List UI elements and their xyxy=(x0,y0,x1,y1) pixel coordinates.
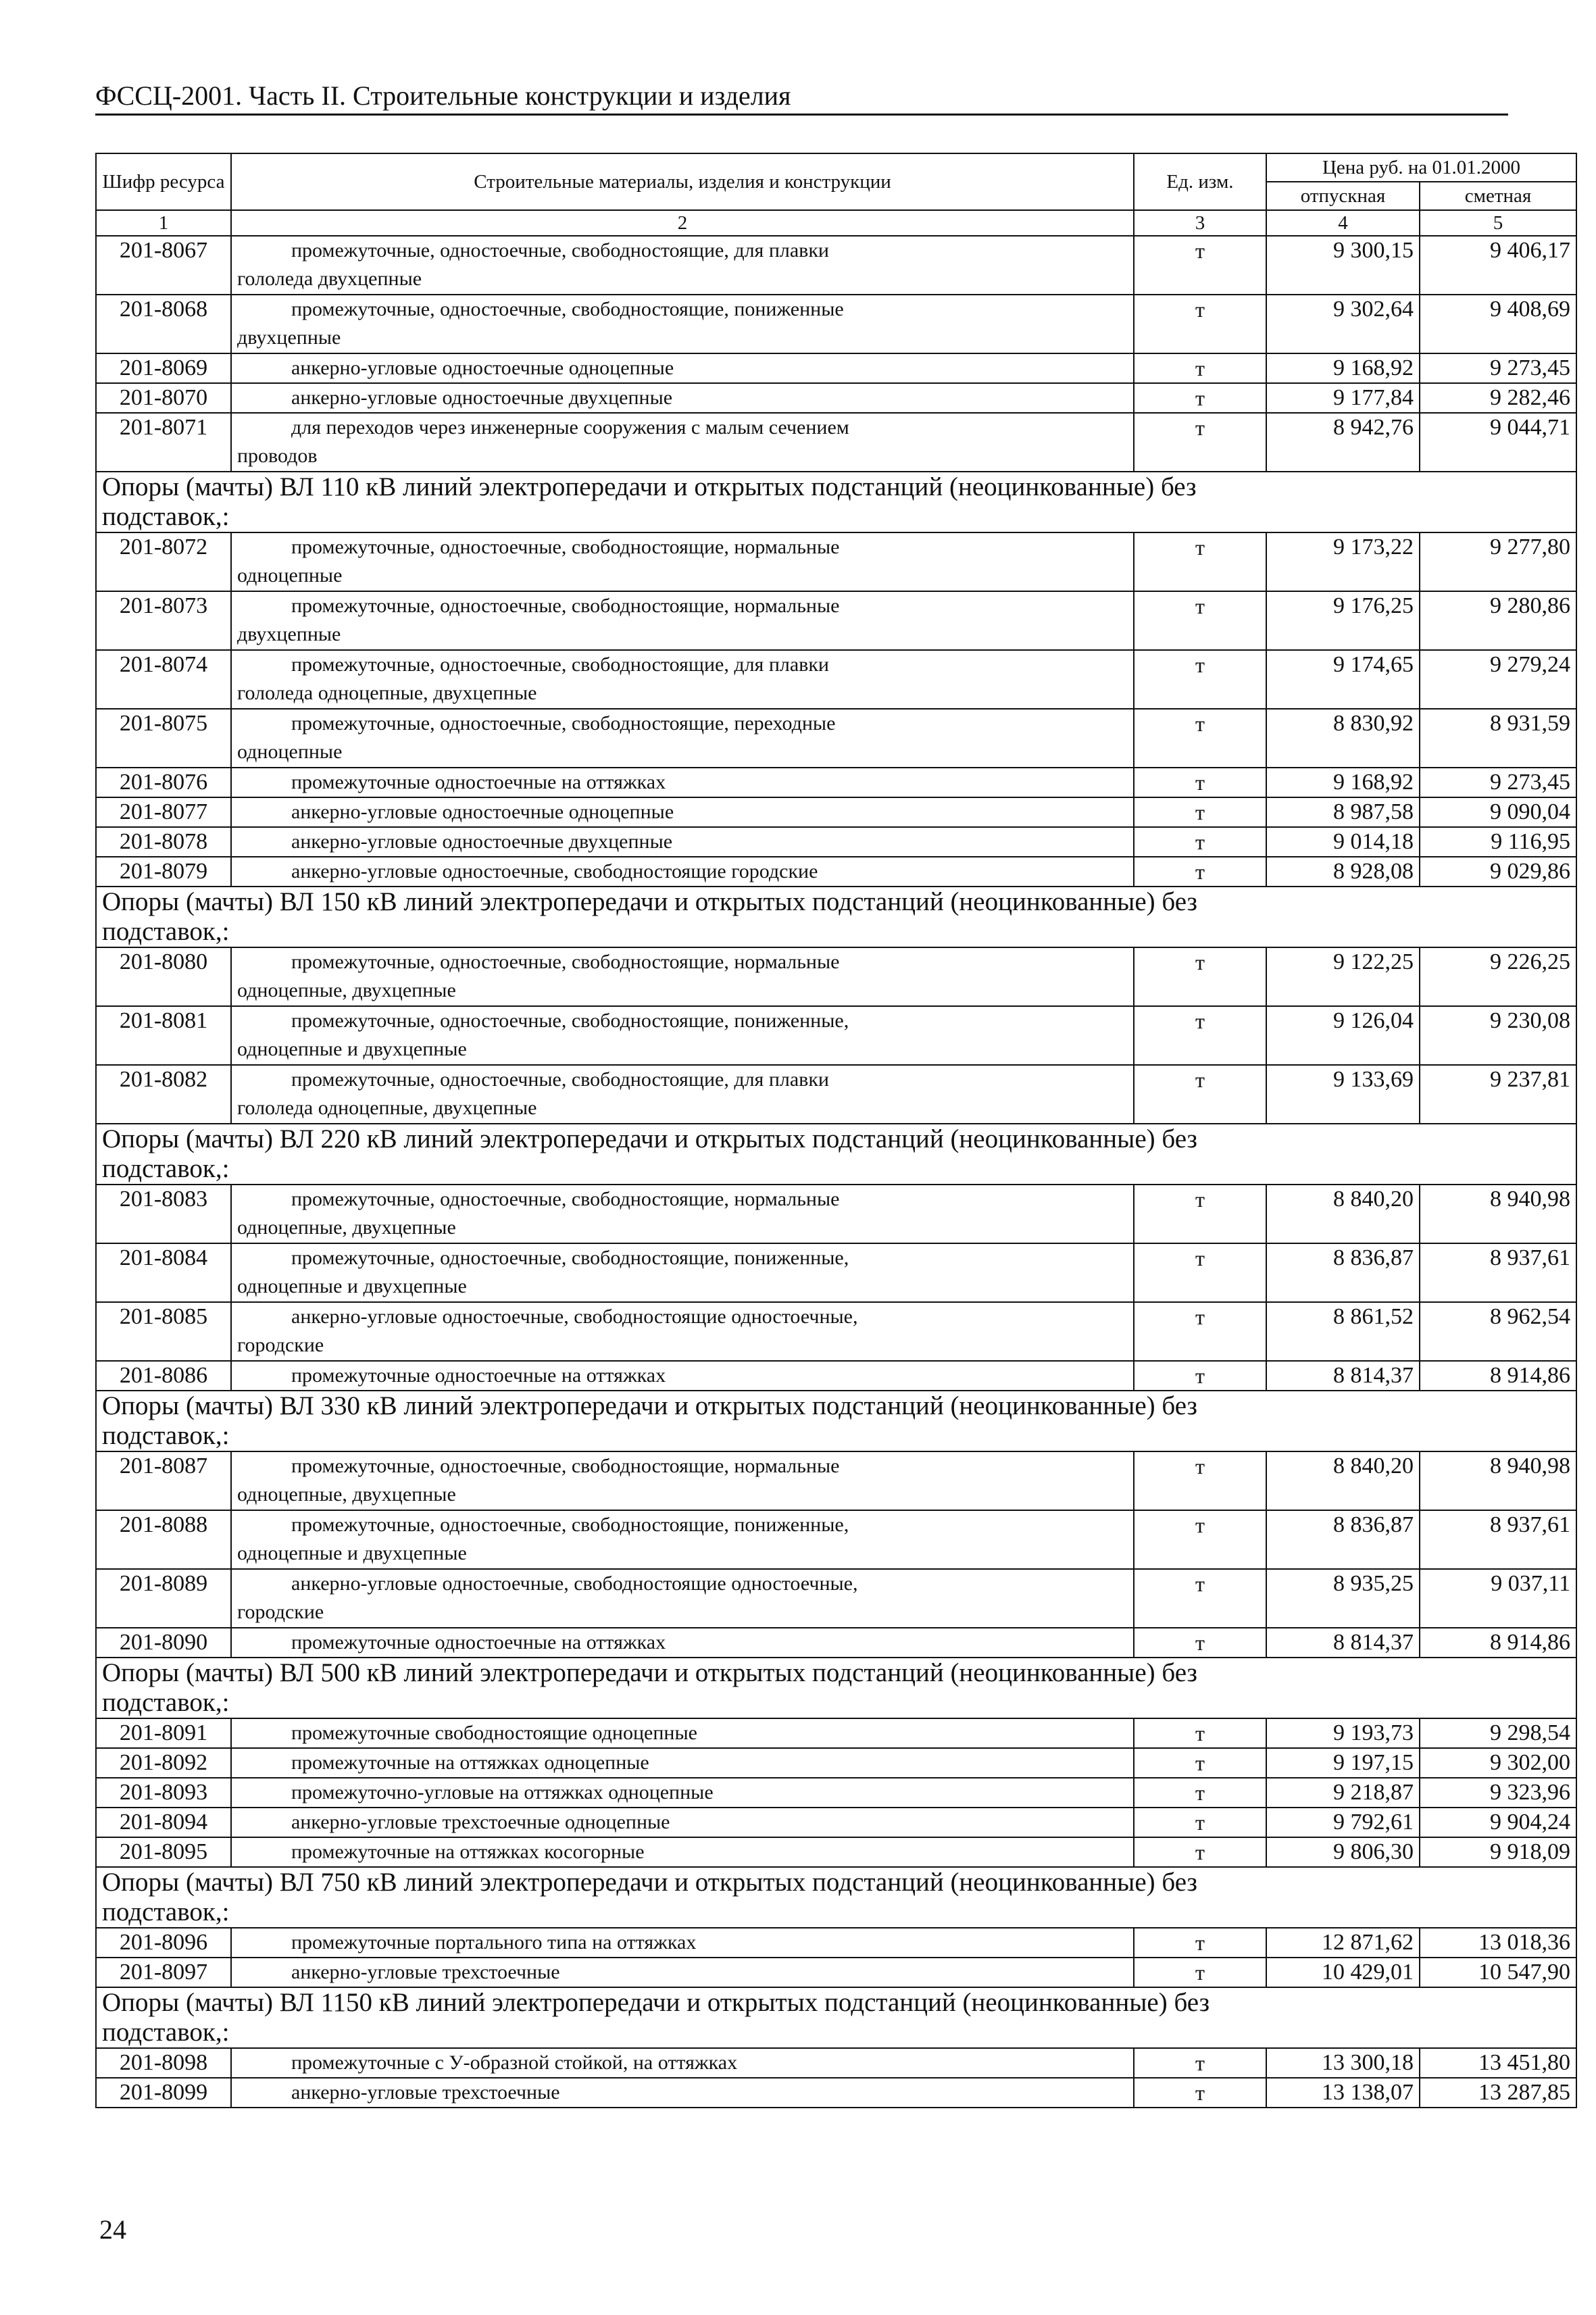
estimate-price-cell: 8 931,59 xyxy=(1420,709,1576,768)
release-price-cell: 9 193,73 xyxy=(1266,1718,1420,1748)
material-name-line1: промежуточные, одностоечные, свободностоящие, пониженные, xyxy=(291,1010,849,1032)
unit-cell: т xyxy=(1134,2048,1266,2078)
resource-code-cell: 201-8096 xyxy=(96,1928,231,1958)
estimate-price-cell: 8 914,86 xyxy=(1420,1628,1576,1658)
release-price-cell: 8 814,37 xyxy=(1266,1628,1420,1658)
estimate-price-cell: 9 037,11 xyxy=(1420,1569,1576,1628)
header-price-group: Цена руб. на 01.01.2000 xyxy=(1266,153,1576,182)
estimate-price-cell: 8 937,61 xyxy=(1420,1243,1576,1302)
header-rule xyxy=(95,114,1508,116)
section-heading-line1: Опоры (мачты) ВЛ 500 кВ линий электропередачи и открытых подстанций (неоцинкованные) без xyxy=(102,1658,1197,1687)
release-price-cell: 9 300,15 xyxy=(1266,236,1420,295)
material-name-line1: промежуточные, одностоечные, свободностоящие, переходные xyxy=(291,712,836,735)
release-price-cell: 9 197,15 xyxy=(1266,1748,1420,1778)
table-row xyxy=(96,1065,1576,1124)
material-name-line1: промежуточные одностоечные на оттяжках xyxy=(291,1631,666,1653)
material-name-cell xyxy=(231,1361,1134,1391)
section-heading-line1: Опоры (мачты) ВЛ 110 кВ линий электропередачи и открытых подстанций (неоцинкованные) без xyxy=(102,472,1197,501)
table-row xyxy=(96,1302,1576,1361)
release-price-cell: 8 836,87 xyxy=(1266,1510,1420,1569)
table-row xyxy=(96,413,1576,472)
material-name-line1: промежуточные, одностоечные, свободностоящие, нормальные xyxy=(291,1455,840,1477)
material-name-line1: промежуточные, одностоечные, свободностоящие, нормальные xyxy=(291,1188,840,1210)
material-name-line1: промежуточные, одностоечные, свободностоящие, для плавки xyxy=(291,653,829,676)
table-row xyxy=(96,1361,1576,1391)
unit-cell: т xyxy=(1134,1510,1266,1569)
release-price-cell: 13 300,18 xyxy=(1266,2048,1420,2078)
material-name-line2: двухцепные xyxy=(237,326,341,349)
header-code: Шифр ресурса xyxy=(96,153,231,210)
estimate-price-cell: 9 273,45 xyxy=(1420,768,1576,797)
material-name-line1: анкерно-угловые одностоечные, свободностоящие городские xyxy=(291,860,818,882)
table-row xyxy=(96,1928,1576,1958)
estimate-price-cell: 8 940,98 xyxy=(1420,1185,1576,1243)
material-name-cell xyxy=(231,1837,1134,1867)
material-name-line2: одноцепные, двухцепные xyxy=(237,1216,456,1239)
section-heading xyxy=(96,1867,1576,1928)
unit-cell: т xyxy=(1134,1185,1266,1243)
unit-cell: т xyxy=(1134,1569,1266,1628)
material-name-cell xyxy=(231,1808,1134,1837)
resource-code-cell: 201-8079 xyxy=(96,857,231,887)
release-price-cell: 12 871,62 xyxy=(1266,1928,1420,1958)
table-row xyxy=(96,1243,1576,1302)
material-name-cell xyxy=(231,947,1134,1006)
material-name-line1: промежуточные, одностоечные, свободностоящие, нормальные xyxy=(291,536,840,558)
table-row xyxy=(96,709,1576,768)
table-row xyxy=(96,768,1576,797)
table-row xyxy=(96,1569,1576,1628)
material-name-cell xyxy=(231,1778,1134,1808)
material-name-line1: анкерно-угловые одностоечные одноцепные xyxy=(291,801,674,823)
table-row xyxy=(96,236,1576,295)
resource-code-cell: 201-8077 xyxy=(96,797,231,827)
unit-cell: т xyxy=(1134,295,1266,353)
table-row xyxy=(96,1958,1576,1987)
resource-code-cell: 201-8099 xyxy=(96,2078,231,2108)
material-name-cell xyxy=(231,295,1134,353)
section-row xyxy=(96,887,1576,947)
table-row xyxy=(96,1718,1576,1748)
estimate-price-cell: 9 408,69 xyxy=(1420,295,1576,353)
material-name-cell xyxy=(231,1928,1134,1958)
estimate-price-cell: 9 282,46 xyxy=(1420,383,1576,413)
header-unit: Ед. изм. xyxy=(1134,153,1266,210)
release-price-cell: 8 830,92 xyxy=(1266,709,1420,768)
material-name-line1: промежуточные, одностоечные, свободностоящие, для плавки xyxy=(291,239,829,262)
unit-cell: т xyxy=(1134,1243,1266,1302)
resource-code-cell: 201-8083 xyxy=(96,1185,231,1243)
section-heading-line1: Опоры (мачты) ВЛ 750 кВ линий электропередачи и открытых подстанций (неоцинкованные) без xyxy=(102,1868,1197,1897)
resource-code-cell: 201-8090 xyxy=(96,1628,231,1658)
material-name-line1: промежуточные с У-образной стойкой, на оттяжках xyxy=(291,2051,738,2074)
material-name-cell xyxy=(231,591,1134,650)
table-row xyxy=(96,1808,1576,1837)
estimate-price-cell: 8 914,86 xyxy=(1420,1361,1576,1391)
resource-code-cell: 201-8081 xyxy=(96,1006,231,1065)
unit-cell: т xyxy=(1134,236,1266,295)
table-row xyxy=(96,857,1576,887)
unit-cell: т xyxy=(1134,709,1266,768)
table-row xyxy=(96,532,1576,591)
estimate-price-cell: 9 237,81 xyxy=(1420,1065,1576,1124)
material-name-line2: двухцепные xyxy=(237,623,341,645)
estimate-price-cell: 9 298,54 xyxy=(1420,1718,1576,1748)
table-row xyxy=(96,1510,1576,1569)
resource-code-cell: 201-8088 xyxy=(96,1510,231,1569)
estimate-price-cell: 10 547,90 xyxy=(1420,1958,1576,1987)
material-name-cell xyxy=(231,1302,1134,1361)
release-price-cell: 8 840,20 xyxy=(1266,1185,1420,1243)
table-row xyxy=(96,1778,1576,1808)
unit-cell: т xyxy=(1134,1065,1266,1124)
estimate-price-cell: 9 279,24 xyxy=(1420,650,1576,709)
estimate-price-cell: 9 044,71 xyxy=(1420,413,1576,472)
table-row xyxy=(96,797,1576,827)
release-price-cell: 9 302,64 xyxy=(1266,295,1420,353)
column-number-5: 5 xyxy=(1420,210,1576,236)
section-heading xyxy=(96,472,1576,532)
material-name-line2: одноцепные и двухцепные xyxy=(237,1542,467,1564)
estimate-price-cell: 9 904,24 xyxy=(1420,1808,1576,1837)
section-row xyxy=(96,472,1576,532)
resource-code-cell: 201-8095 xyxy=(96,1837,231,1867)
resource-code-cell: 201-8097 xyxy=(96,1958,231,1987)
material-name-line1: анкерно-угловые трехстоечные xyxy=(291,2081,560,2104)
section-heading-line2: подставок,: xyxy=(102,1688,230,1717)
release-price-cell: 13 138,07 xyxy=(1266,2078,1420,2108)
estimate-price-cell: 9 302,00 xyxy=(1420,1748,1576,1778)
material-name-line1: промежуточные, одностоечные, свободностоящие, пониженные, xyxy=(291,1247,849,1269)
section-heading-line1: Опоры (мачты) ВЛ 1150 кВ линий электропередачи и открытых подстанций (неоцинкованные) без xyxy=(102,1988,1210,2017)
release-price-cell: 8 935,25 xyxy=(1266,1569,1420,1628)
unit-cell: т xyxy=(1134,1748,1266,1778)
resource-code-cell: 201-8070 xyxy=(96,383,231,413)
release-price-cell: 9 133,69 xyxy=(1266,1065,1420,1124)
page-number: 24 xyxy=(99,2214,126,2245)
resource-code-cell: 201-8093 xyxy=(96,1778,231,1808)
unit-cell: т xyxy=(1134,2078,1266,2108)
material-name-cell xyxy=(231,1569,1134,1628)
material-name-line2: городские xyxy=(237,1601,324,1623)
section-row xyxy=(96,1124,1576,1185)
section-heading-line1: Опоры (мачты) ВЛ 330 кВ линий электропередачи и открытых подстанций (неоцинкованные) без xyxy=(102,1391,1197,1420)
material-name-cell xyxy=(231,532,1134,591)
unit-cell: т xyxy=(1134,1958,1266,1987)
material-name-cell xyxy=(231,1451,1134,1510)
release-price-cell: 9 792,61 xyxy=(1266,1808,1420,1837)
resource-code-cell: 201-8092 xyxy=(96,1748,231,1778)
material-name-line1: анкерно-угловые одностоечные двухцепные xyxy=(291,830,673,853)
unit-cell: т xyxy=(1134,1006,1266,1065)
material-name-line2: проводов xyxy=(237,445,318,467)
material-name-cell xyxy=(231,1628,1134,1658)
material-name-cell xyxy=(231,1510,1134,1569)
unit-cell: т xyxy=(1134,1302,1266,1361)
material-name-line1: промежуточные свободностоящие одноцепные xyxy=(291,1722,697,1744)
section-heading-line2: подставок,: xyxy=(102,1154,230,1183)
unit-cell: т xyxy=(1134,857,1266,887)
material-name-cell xyxy=(231,1006,1134,1065)
column-number-3: 3 xyxy=(1134,210,1266,236)
estimate-price-cell: 9 406,17 xyxy=(1420,236,1576,295)
unit-cell: т xyxy=(1134,1778,1266,1808)
unit-cell: т xyxy=(1134,591,1266,650)
resource-code-cell: 201-8086 xyxy=(96,1361,231,1391)
release-price-cell: 8 814,37 xyxy=(1266,1361,1420,1391)
material-name-line2: гололеда двухцепные xyxy=(237,268,422,290)
table-row xyxy=(96,383,1576,413)
release-price-cell: 8 861,52 xyxy=(1266,1302,1420,1361)
release-price-cell: 9 176,25 xyxy=(1266,591,1420,650)
material-name-line1: промежуточные, одностоечные, свободностоящие, пониженные xyxy=(291,298,844,320)
resource-code-cell: 201-8078 xyxy=(96,827,231,857)
release-price-cell: 9 174,65 xyxy=(1266,650,1420,709)
estimate-price-cell: 13 018,36 xyxy=(1420,1928,1576,1958)
material-name-cell xyxy=(231,2048,1134,2078)
release-price-cell: 9 126,04 xyxy=(1266,1006,1420,1065)
estimate-price-cell: 9 090,04 xyxy=(1420,797,1576,827)
resource-code-cell: 201-8087 xyxy=(96,1451,231,1510)
material-name-line2: одноцепные, двухцепные xyxy=(237,1483,456,1505)
estimate-price-cell: 13 451,80 xyxy=(1420,2048,1576,2078)
release-price-cell: 9 173,22 xyxy=(1266,532,1420,591)
section-heading-line2: подставок,: xyxy=(102,1897,230,1926)
release-price-cell: 9 168,92 xyxy=(1266,353,1420,383)
material-name-cell xyxy=(231,827,1134,857)
release-price-cell: 8 836,87 xyxy=(1266,1243,1420,1302)
estimate-price-cell: 9 029,86 xyxy=(1420,857,1576,887)
unit-cell: т xyxy=(1134,413,1266,472)
section-heading xyxy=(96,1987,1576,2048)
table-row xyxy=(96,1628,1576,1658)
resource-code-cell: 201-8075 xyxy=(96,709,231,768)
material-name-cell xyxy=(231,1185,1134,1243)
resource-code-cell: 201-8076 xyxy=(96,768,231,797)
material-name-cell xyxy=(231,1718,1134,1748)
section-row xyxy=(96,1391,1576,1451)
header-name: Строительные материалы, изделия и конструкции xyxy=(231,153,1134,210)
resource-code-cell: 201-8068 xyxy=(96,295,231,353)
unit-cell: т xyxy=(1134,1837,1266,1867)
material-name-cell xyxy=(231,1958,1134,1987)
estimate-price-cell: 9 918,09 xyxy=(1420,1837,1576,1867)
material-name-cell xyxy=(231,1243,1134,1302)
resource-code-cell: 201-8085 xyxy=(96,1302,231,1361)
material-name-line1: промежуточные одностоечные на оттяжках xyxy=(291,771,666,793)
material-name-line2: одноцепные xyxy=(237,564,343,587)
material-name-cell xyxy=(231,236,1134,295)
estimate-price-cell: 9 277,80 xyxy=(1420,532,1576,591)
material-name-line1: промежуточные портального типа на оттяжках xyxy=(291,1931,697,1953)
table-row xyxy=(96,591,1576,650)
price-table xyxy=(95,153,1577,2108)
material-name-line1: анкерно-угловые трехстоечные одноцепные xyxy=(291,1811,670,1833)
resource-code-cell: 201-8074 xyxy=(96,650,231,709)
resource-code-cell: 201-8098 xyxy=(96,2048,231,2078)
resource-code-cell: 201-8072 xyxy=(96,532,231,591)
unit-cell: т xyxy=(1134,353,1266,383)
material-name-cell xyxy=(231,768,1134,797)
unit-cell: т xyxy=(1134,768,1266,797)
unit-cell: т xyxy=(1134,827,1266,857)
section-row xyxy=(96,1987,1576,2048)
material-name-line1: для переходов через инженерные сооружения с малым сечением xyxy=(291,416,849,439)
section-row xyxy=(96,1658,1576,1718)
section-heading-line2: подставок,: xyxy=(102,2018,230,2047)
section-heading xyxy=(96,1124,1576,1185)
estimate-price-cell: 9 230,08 xyxy=(1420,1006,1576,1065)
section-row xyxy=(96,1867,1576,1928)
table-row xyxy=(96,1748,1576,1778)
unit-cell: т xyxy=(1134,1451,1266,1510)
column-number-1: 1 xyxy=(96,210,231,236)
table-row xyxy=(96,1451,1576,1510)
material-name-line1: промежуточные на оттяжках одноцепные xyxy=(291,1751,649,1774)
table-row xyxy=(96,353,1576,383)
material-name-cell xyxy=(231,1748,1134,1778)
unit-cell: т xyxy=(1134,1928,1266,1958)
material-name-line1: промежуточные, одностоечные, свободностоящие, пониженные, xyxy=(291,1514,849,1536)
unit-cell: т xyxy=(1134,532,1266,591)
resource-code-cell: 201-8071 xyxy=(96,413,231,472)
material-name-cell xyxy=(231,353,1134,383)
material-name-cell xyxy=(231,709,1134,768)
material-name-cell xyxy=(231,797,1134,827)
resource-code-cell: 201-8082 xyxy=(96,1065,231,1124)
table-row xyxy=(96,2078,1576,2108)
release-price-cell: 10 429,01 xyxy=(1266,1958,1420,1987)
unit-cell: т xyxy=(1134,1718,1266,1748)
unit-cell: т xyxy=(1134,1361,1266,1391)
material-name-cell xyxy=(231,650,1134,709)
estimate-price-cell: 9 116,95 xyxy=(1420,827,1576,857)
resource-code-cell: 201-8089 xyxy=(96,1569,231,1628)
material-name-line2: гололеда одноцепные, двухцепные xyxy=(237,682,537,704)
material-name-line1: промежуточные, одностоечные, свободностоящие, нормальные xyxy=(291,951,840,973)
table-row xyxy=(96,947,1576,1006)
section-heading xyxy=(96,1391,1576,1451)
resource-code-cell: 201-8094 xyxy=(96,1808,231,1837)
resource-code-cell: 201-8073 xyxy=(96,591,231,650)
material-name-line1: анкерно-угловые одностоечные, свободностоящие одностоечные, xyxy=(291,1305,858,1328)
material-name-cell xyxy=(231,857,1134,887)
release-price-cell: 8 928,08 xyxy=(1266,857,1420,887)
material-name-line2: одноцепные, двухцепные xyxy=(237,979,456,1001)
section-heading-line2: подставок,: xyxy=(102,502,230,531)
material-name-line1: промежуточные, одностоечные, свободностоящие, для плавки xyxy=(291,1068,829,1091)
material-name-line2: городские xyxy=(237,1334,324,1356)
header-estimate-price: сметная xyxy=(1420,182,1576,210)
release-price-cell: 9 806,30 xyxy=(1266,1837,1420,1867)
table-body xyxy=(96,236,1576,2108)
material-name-cell xyxy=(231,2078,1134,2108)
release-price-cell: 9 014,18 xyxy=(1266,827,1420,857)
material-name-line2: одноцепные и двухцепные xyxy=(237,1275,467,1297)
table-row xyxy=(96,1006,1576,1065)
release-price-cell: 9 177,84 xyxy=(1266,383,1420,413)
unit-cell: т xyxy=(1134,1808,1266,1837)
material-name-line1: анкерно-угловые одностоечные двухцепные xyxy=(291,387,673,409)
material-name-cell xyxy=(231,383,1134,413)
unit-cell: т xyxy=(1134,797,1266,827)
material-name-line1: промежуточные одностоечные на оттяжках xyxy=(291,1364,666,1387)
table-row xyxy=(96,827,1576,857)
resource-code-cell: 201-8091 xyxy=(96,1718,231,1748)
material-name-cell xyxy=(231,1065,1134,1124)
section-heading xyxy=(96,887,1576,947)
material-name-line2: гололеда одноцепные, двухцепные xyxy=(237,1097,537,1119)
material-name-line1: анкерно-угловые одностоечные одноцепные xyxy=(291,357,674,379)
estimate-price-cell: 9 323,96 xyxy=(1420,1778,1576,1808)
section-heading-line2: подставок,: xyxy=(102,917,230,946)
unit-cell: т xyxy=(1134,650,1266,709)
estimate-price-cell: 9 280,86 xyxy=(1420,591,1576,650)
section-heading-line2: подставок,: xyxy=(102,1421,230,1450)
material-name-line2: одноцепные и двухцепные xyxy=(237,1038,467,1060)
material-name-line1: промежуточно-угловые на оттяжках одноцепные xyxy=(291,1781,714,1803)
section-heading-line1: Опоры (мачты) ВЛ 220 кВ линий электропередачи и открытых подстанций (неоцинкованные) без xyxy=(102,1124,1197,1153)
release-price-cell: 9 218,87 xyxy=(1266,1778,1420,1808)
unit-cell: т xyxy=(1134,383,1266,413)
material-name-line1: промежуточные на оттяжках косогорные xyxy=(291,1841,645,1863)
resource-code-cell: 201-8084 xyxy=(96,1243,231,1302)
estimate-price-cell: 8 962,54 xyxy=(1420,1302,1576,1361)
unit-cell: т xyxy=(1134,1628,1266,1658)
section-heading xyxy=(96,1658,1576,1718)
page-header-title: ФССЦ-2001. Часть II. Строительные конструкции и изделия xyxy=(95,80,791,111)
table-row xyxy=(96,295,1576,353)
resource-code-cell: 201-8069 xyxy=(96,353,231,383)
resource-code-cell: 201-8067 xyxy=(96,236,231,295)
release-price-cell: 9 122,25 xyxy=(1266,947,1420,1006)
table-row xyxy=(96,1837,1576,1867)
table-row xyxy=(96,650,1576,709)
estimate-price-cell: 9 226,25 xyxy=(1420,947,1576,1006)
resource-code-cell: 201-8080 xyxy=(96,947,231,1006)
release-price-cell: 9 168,92 xyxy=(1266,768,1420,797)
material-name-cell xyxy=(231,413,1134,472)
estimate-price-cell: 13 287,85 xyxy=(1420,2078,1576,2108)
material-name-line1: промежуточные, одностоечные, свободностоящие, нормальные xyxy=(291,595,840,617)
material-name-line2: одноцепные xyxy=(237,741,343,763)
release-price-cell: 8 987,58 xyxy=(1266,797,1420,827)
estimate-price-cell: 9 273,45 xyxy=(1420,353,1576,383)
release-price-cell: 8 942,76 xyxy=(1266,413,1420,472)
header-release-price: отпускная xyxy=(1266,182,1420,210)
material-name-line1: анкерно-угловые одностоечные, свободностоящие одностоечные, xyxy=(291,1572,858,1595)
unit-cell: т xyxy=(1134,947,1266,1006)
release-price-cell: 8 840,20 xyxy=(1266,1451,1420,1510)
material-name-line1: анкерно-угловые трехстоечные xyxy=(291,1961,560,1983)
table-row xyxy=(96,1185,1576,1243)
column-number-4: 4 xyxy=(1266,210,1420,236)
column-number-2: 2 xyxy=(231,210,1134,236)
estimate-price-cell: 8 940,98 xyxy=(1420,1451,1576,1510)
table-row xyxy=(96,2048,1576,2078)
section-heading-line1: Опоры (мачты) ВЛ 150 кВ линий электропередачи и открытых подстанций (неоцинкованные) без xyxy=(102,887,1197,916)
estimate-price-cell: 8 937,61 xyxy=(1420,1510,1576,1569)
